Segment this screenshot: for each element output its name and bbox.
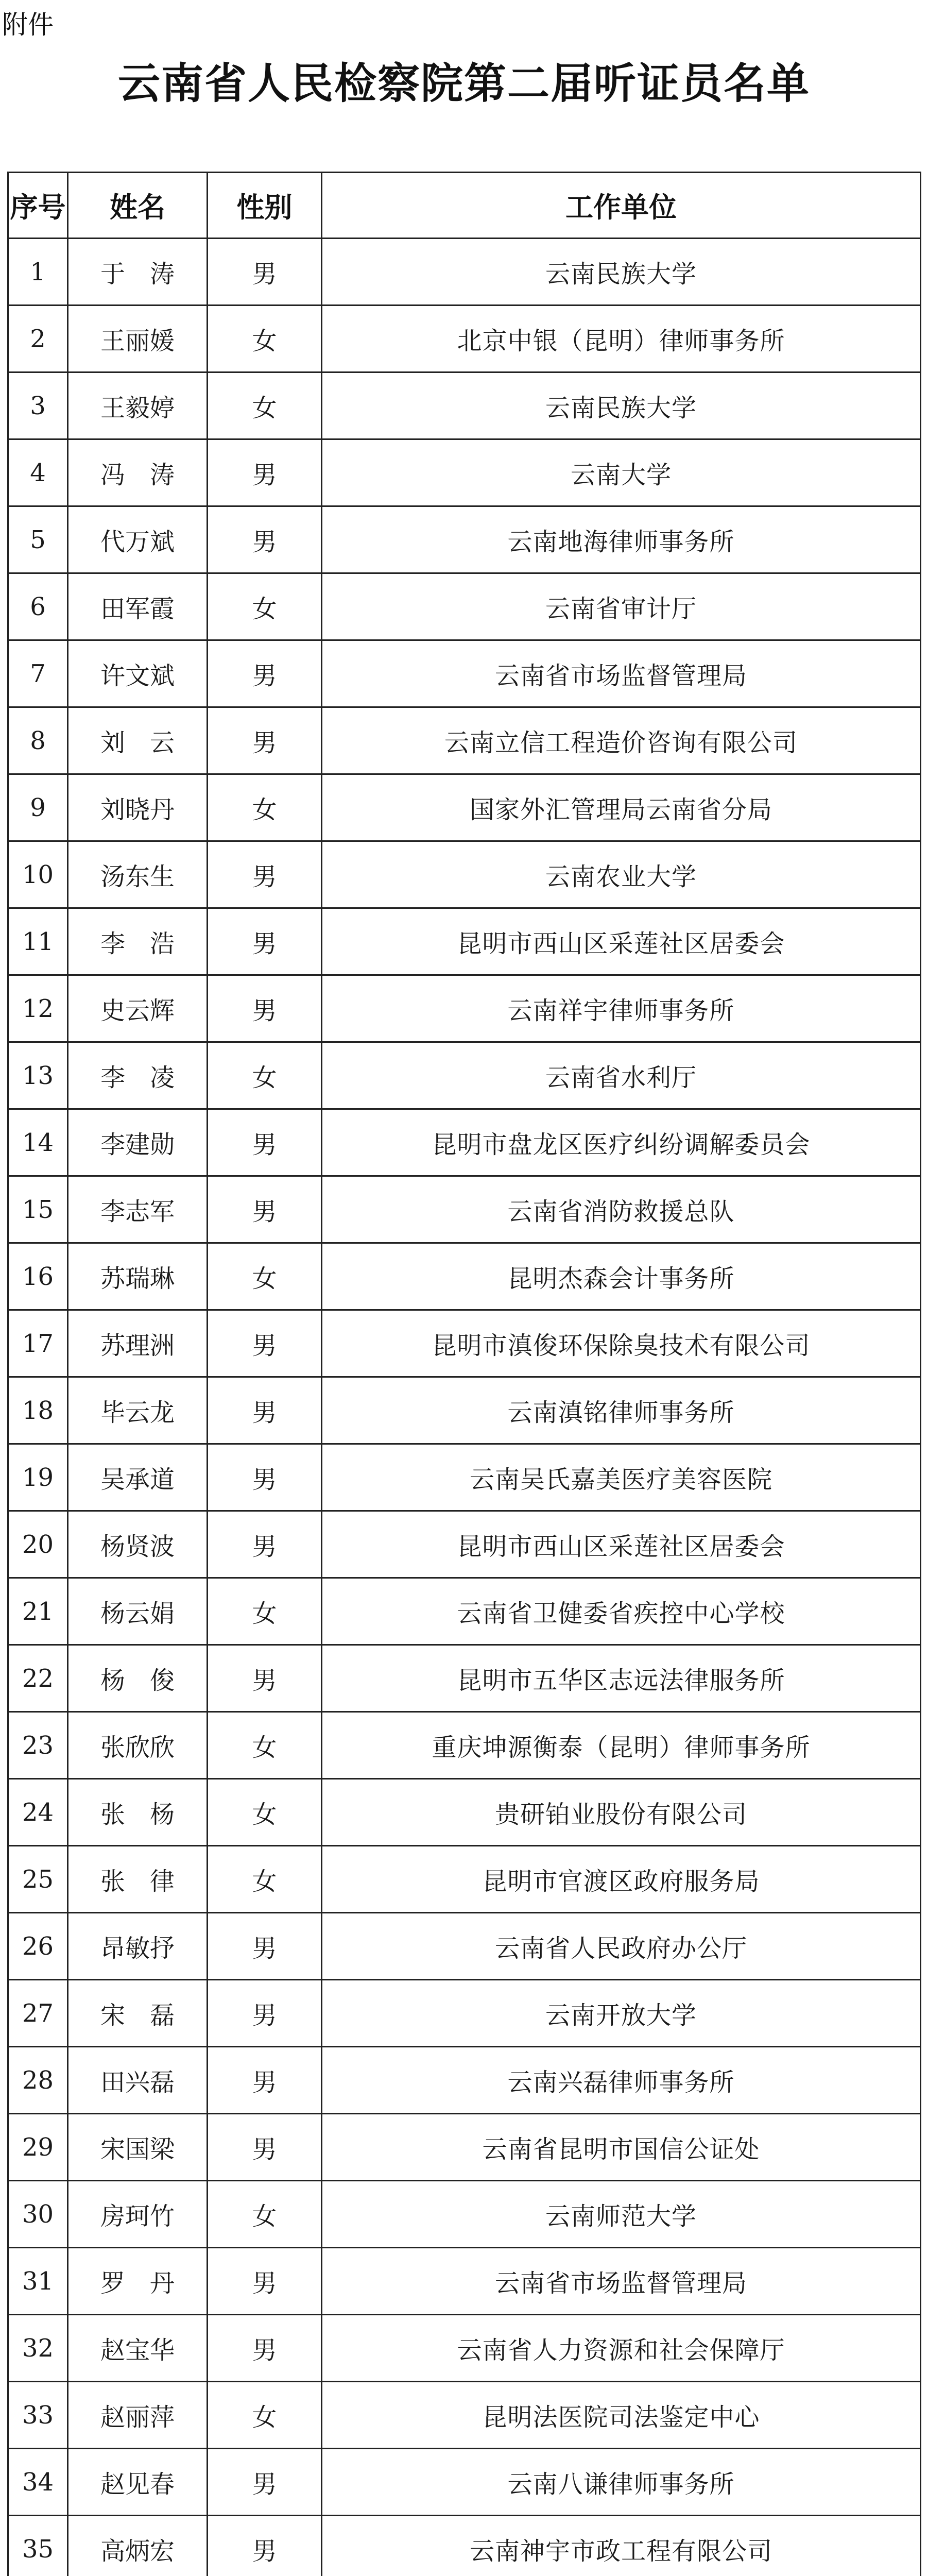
cell-serial-number: 10 (8, 841, 68, 908)
document-title: 云南省人民检察院第二届听证员名单 (117, 59, 810, 108)
cell-gender: 男 (208, 975, 322, 1042)
cell-work-unit: 云南省卫健委省疾控中心学校 (322, 1578, 921, 1645)
cell-serial-number: 29 (8, 2114, 68, 2181)
cell-gender: 男 (208, 908, 322, 975)
cell-serial-number: 16 (8, 1243, 68, 1310)
table-row (8, 2047, 921, 2114)
cell-work-unit: 昆明市西山区采莲社区居委会 (322, 908, 921, 975)
cell-name: 王毅婷 (68, 372, 208, 439)
cell-name: 张 杨 (68, 1779, 208, 1846)
hearing-officer-roster-table (7, 172, 921, 2576)
table-row (8, 908, 921, 975)
cell-gender: 女 (208, 774, 322, 841)
table-row (8, 439, 921, 506)
cell-work-unit: 昆明法医院司法鉴定中心 (322, 2382, 921, 2449)
header-work-unit: 工作单位 (322, 173, 921, 239)
cell-gender: 男 (208, 1645, 322, 1712)
cell-serial-number: 13 (8, 1042, 68, 1109)
cell-name: 宋 磊 (68, 1980, 208, 2047)
cell-name: 杨贤波 (68, 1511, 208, 1578)
cell-gender: 男 (208, 1377, 322, 1444)
cell-gender: 男 (208, 506, 322, 573)
cell-serial-number: 31 (8, 2248, 68, 2315)
cell-name: 赵丽萍 (68, 2382, 208, 2449)
table-row (8, 2449, 921, 2516)
cell-serial-number: 12 (8, 975, 68, 1042)
table-row (8, 1243, 921, 1310)
table-row (8, 573, 921, 640)
cell-name: 于 涛 (68, 239, 208, 306)
cell-serial-number: 27 (8, 1980, 68, 2047)
cell-serial-number: 14 (8, 1109, 68, 1176)
cell-name: 罗 丹 (68, 2248, 208, 2315)
cell-gender: 男 (208, 1310, 322, 1377)
table-row (8, 841, 921, 908)
cell-work-unit: 云南滇铭律师事务所 (322, 1377, 921, 1444)
table-header (8, 173, 921, 239)
table-row (8, 975, 921, 1042)
cell-gender: 男 (208, 2248, 322, 2315)
cell-serial-number: 26 (8, 1913, 68, 1980)
cell-work-unit: 云南省消防救援总队 (322, 1176, 921, 1243)
cell-serial-number: 2 (8, 306, 68, 372)
cell-name: 杨 俊 (68, 1645, 208, 1712)
cell-serial-number: 15 (8, 1176, 68, 1243)
cell-work-unit: 云南开放大学 (322, 1980, 921, 2047)
table-row (8, 707, 921, 774)
cell-work-unit: 云南师范大学 (322, 2181, 921, 2248)
cell-gender: 女 (208, 372, 322, 439)
table-row (8, 372, 921, 439)
cell-serial-number: 24 (8, 1779, 68, 1846)
cell-gender: 男 (208, 640, 322, 707)
table-row (8, 1980, 921, 2047)
cell-serial-number: 9 (8, 774, 68, 841)
cell-name: 苏瑞琳 (68, 1243, 208, 1310)
cell-work-unit: 重庆坤源衡泰（昆明）律师事务所 (322, 1712, 921, 1779)
table-row (8, 774, 921, 841)
cell-work-unit: 北京中银（昆明）律师事务所 (322, 306, 921, 372)
cell-name: 刘晓丹 (68, 774, 208, 841)
cell-gender: 男 (208, 841, 322, 908)
cell-gender: 男 (208, 2114, 322, 2181)
cell-gender: 男 (208, 1176, 322, 1243)
cell-name: 高炳宏 (68, 2516, 208, 2576)
cell-work-unit: 云南神宇市政工程有限公司 (322, 2516, 921, 2576)
cell-gender: 男 (208, 2047, 322, 2114)
cell-gender: 女 (208, 573, 322, 640)
cell-work-unit: 国家外汇管理局云南省分局 (322, 774, 921, 841)
table-row (8, 1712, 921, 1779)
table-row (8, 1444, 921, 1511)
cell-gender: 男 (208, 439, 322, 506)
cell-work-unit: 昆明市西山区采莲社区居委会 (322, 1511, 921, 1578)
cell-name: 李建勋 (68, 1109, 208, 1176)
cell-gender: 男 (208, 239, 322, 306)
table-row (8, 1913, 921, 1980)
cell-name: 李志军 (68, 1176, 208, 1243)
cell-name: 赵见春 (68, 2449, 208, 2516)
cell-work-unit: 昆明市滇俊环保除臭技术有限公司 (322, 1310, 921, 1377)
cell-serial-number: 32 (8, 2315, 68, 2382)
cell-gender: 男 (208, 707, 322, 774)
table-row (8, 1042, 921, 1109)
table-row (8, 1846, 921, 1913)
table-row (8, 2114, 921, 2181)
cell-work-unit: 云南省人民政府办公厅 (322, 1913, 921, 1980)
cell-work-unit: 云南省市场监督管理局 (322, 2248, 921, 2315)
cell-gender: 女 (208, 1042, 322, 1109)
cell-work-unit: 云南省昆明市国信公证处 (322, 2114, 921, 2181)
cell-work-unit: 昆明市五华区志远法律服务所 (322, 1645, 921, 1712)
cell-gender: 男 (208, 1913, 322, 1980)
table-row (8, 506, 921, 573)
cell-serial-number: 11 (8, 908, 68, 975)
table-header-row (8, 173, 921, 239)
cell-gender: 男 (208, 2449, 322, 2516)
cell-name: 宋国梁 (68, 2114, 208, 2181)
cell-serial-number: 25 (8, 1846, 68, 1913)
cell-work-unit: 云南祥宇律师事务所 (322, 975, 921, 1042)
cell-name: 李 凌 (68, 1042, 208, 1109)
header-name: 姓名 (68, 173, 208, 239)
table-row (8, 1645, 921, 1712)
cell-serial-number: 28 (8, 2047, 68, 2114)
cell-work-unit: 云南省水利厅 (322, 1042, 921, 1109)
cell-work-unit: 昆明市盘龙区医疗纠纷调解委员会 (322, 1109, 921, 1176)
cell-serial-number: 34 (8, 2449, 68, 2516)
cell-serial-number: 18 (8, 1377, 68, 1444)
table-row (8, 239, 921, 306)
table-row (8, 2315, 921, 2382)
cell-work-unit: 云南民族大学 (322, 372, 921, 439)
cell-serial-number: 23 (8, 1712, 68, 1779)
cell-name: 赵宝华 (68, 2315, 208, 2382)
cell-serial-number: 22 (8, 1645, 68, 1712)
table-row (8, 306, 921, 372)
cell-work-unit: 云南省审计厅 (322, 573, 921, 640)
cell-name: 刘 云 (68, 707, 208, 774)
cell-name: 王丽媛 (68, 306, 208, 372)
cell-name: 吴承道 (68, 1444, 208, 1511)
table-row (8, 1310, 921, 1377)
cell-serial-number: 20 (8, 1511, 68, 1578)
cell-gender: 男 (208, 2315, 322, 2382)
cell-serial-number: 19 (8, 1444, 68, 1511)
cell-work-unit: 云南省人力资源和社会保障厅 (322, 2315, 921, 2382)
cell-serial-number: 17 (8, 1310, 68, 1377)
cell-serial-number: 30 (8, 2181, 68, 2248)
table-row (8, 640, 921, 707)
cell-work-unit: 云南农业大学 (322, 841, 921, 908)
cell-serial-number: 4 (8, 439, 68, 506)
cell-name: 张 律 (68, 1846, 208, 1913)
cell-name: 代万斌 (68, 506, 208, 573)
cell-name: 汤东生 (68, 841, 208, 908)
cell-name: 田兴磊 (68, 2047, 208, 2114)
attachment-label: 附件 (2, 10, 54, 40)
cell-serial-number: 5 (8, 506, 68, 573)
table-row (8, 1779, 921, 1846)
cell-name: 毕云龙 (68, 1377, 208, 1444)
cell-work-unit: 昆明杰森会计事务所 (322, 1243, 921, 1310)
cell-name: 史云辉 (68, 975, 208, 1042)
cell-work-unit: 云南民族大学 (322, 239, 921, 306)
cell-gender: 男 (208, 1109, 322, 1176)
cell-name: 昂敏抒 (68, 1913, 208, 1980)
header-serial-number: 序号 (8, 173, 68, 239)
cell-name: 房珂竹 (68, 2181, 208, 2248)
cell-work-unit: 云南吴氏嘉美医疗美容医院 (322, 1444, 921, 1511)
table-row (8, 2181, 921, 2248)
cell-gender: 女 (208, 1243, 322, 1310)
table-row (8, 2516, 921, 2576)
cell-name: 张欣欣 (68, 1712, 208, 1779)
cell-gender: 女 (208, 306, 322, 372)
cell-name: 杨云娟 (68, 1578, 208, 1645)
cell-gender: 男 (208, 1980, 322, 2047)
cell-serial-number: 33 (8, 2382, 68, 2449)
cell-gender: 女 (208, 1578, 322, 1645)
cell-serial-number: 1 (8, 239, 68, 306)
cell-gender: 女 (208, 1712, 322, 1779)
cell-name: 田军霞 (68, 573, 208, 640)
table-row (8, 1109, 921, 1176)
cell-gender: 男 (208, 1511, 322, 1578)
cell-work-unit: 云南省市场监督管理局 (322, 640, 921, 707)
cell-gender: 男 (208, 1444, 322, 1511)
cell-work-unit: 云南八谦律师事务所 (322, 2449, 921, 2516)
cell-gender: 女 (208, 2382, 322, 2449)
cell-gender: 男 (208, 2516, 322, 2576)
cell-serial-number: 21 (8, 1578, 68, 1645)
table-row (8, 2382, 921, 2449)
cell-work-unit: 云南地海律师事务所 (322, 506, 921, 573)
cell-work-unit: 贵研铂业股份有限公司 (322, 1779, 921, 1846)
cell-serial-number: 35 (8, 2516, 68, 2576)
cell-name: 苏理洲 (68, 1310, 208, 1377)
cell-work-unit: 云南大学 (322, 439, 921, 506)
cell-work-unit: 昆明市官渡区政府服务局 (322, 1846, 921, 1913)
table-row (8, 1377, 921, 1444)
cell-gender: 女 (208, 2181, 322, 2248)
table-row (8, 1578, 921, 1645)
table-row (8, 1511, 921, 1578)
cell-work-unit: 云南立信工程造价咨询有限公司 (322, 707, 921, 774)
cell-serial-number: 7 (8, 640, 68, 707)
cell-gender: 女 (208, 1846, 322, 1913)
cell-name: 李 浩 (68, 908, 208, 975)
table-body (8, 239, 921, 2576)
table-row (8, 2248, 921, 2315)
cell-serial-number: 8 (8, 707, 68, 774)
table-row (8, 1176, 921, 1243)
cell-serial-number: 3 (8, 372, 68, 439)
cell-name: 许文斌 (68, 640, 208, 707)
cell-name: 冯 涛 (68, 439, 208, 506)
cell-work-unit: 云南兴磊律师事务所 (322, 2047, 921, 2114)
header-gender: 性别 (208, 173, 322, 239)
cell-serial-number: 6 (8, 573, 68, 640)
cell-gender: 女 (208, 1779, 322, 1846)
